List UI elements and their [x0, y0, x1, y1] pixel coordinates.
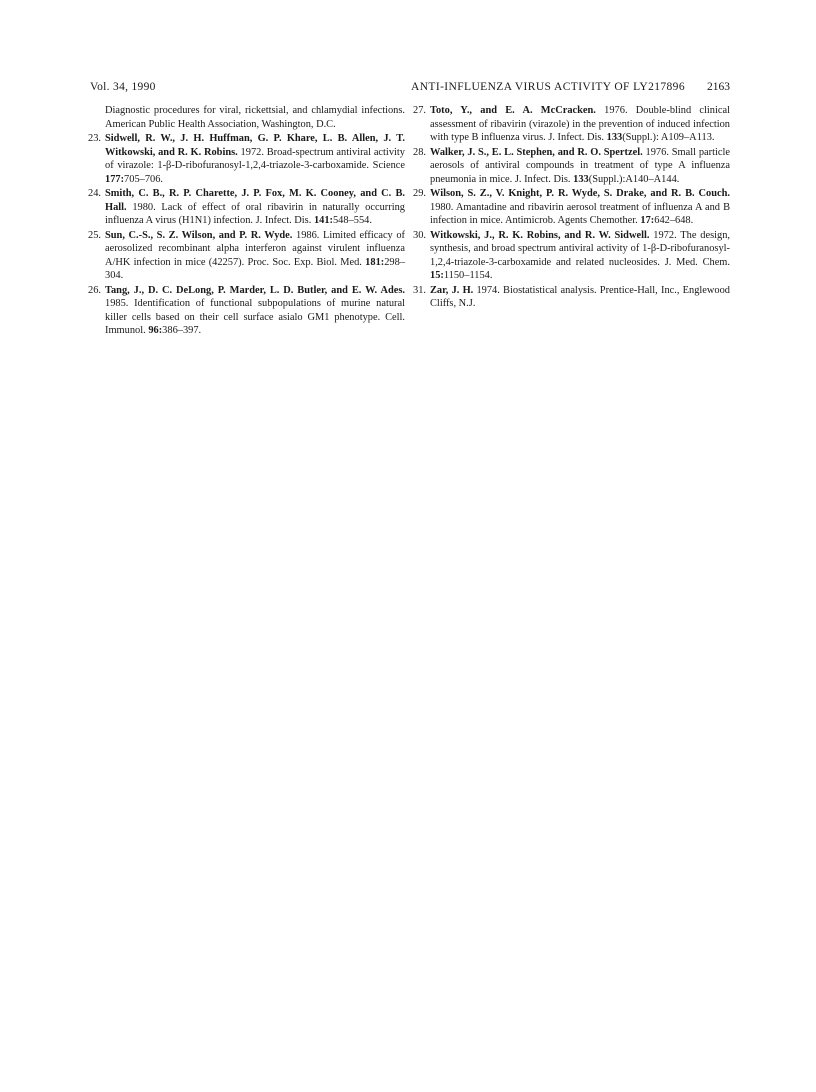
reference-item [415, 187, 730, 228]
reference-authors: Sun, C.-S., S. Z. Wilson, and P. R. Wyde. [105, 229, 293, 241]
reference-authors: Witkowski, J., R. K. Robins, and R. W. Sidwell. [430, 229, 650, 241]
left-column [90, 104, 405, 339]
reference-pages: 548–554. [332, 215, 372, 226]
reference-authors: Smith, C. B., R. P. Charette, J. P. Fox, M. K. Cooney, and C. B. Hall. [105, 188, 405, 213]
reference-volume: 96: [148, 325, 163, 336]
reference-number: 23. [88, 133, 101, 144]
reference-text: 1974. Biostatistical analysis. Prentice-Hall, Inc., Englewood Cliffs, N.J. [430, 284, 730, 309]
reference-number: 31. [413, 284, 426, 296]
reference-item [90, 132, 405, 186]
reference-item [90, 284, 405, 338]
reference-authors: Tang, J., D. C. DeLong, P. Marder, L. D. Butler, and E. W. Ades. [105, 284, 405, 296]
reference-authors: Walker, J. S., E. L. Stephen, and R. O. Spertzel. [430, 146, 643, 158]
reference-authors: Zar, J. H. [430, 284, 474, 296]
reference-volume: 141: [313, 215, 333, 226]
reference-authors: Toto, Y., and E. A. McCracken. [430, 105, 596, 116]
reference-item [415, 229, 730, 283]
reference-pages: (Suppl.):A140–A144. [588, 173, 680, 185]
reference-pages: 642–648. [654, 215, 694, 226]
reference-volume: 177: [105, 173, 125, 185]
reference-list-left [90, 132, 405, 338]
reference-text: 1972. The design, synthesis, and broad spectrum antiviral activity of 1-β-D-ribofuranosyl-1,2,4-triazole-3-carboxamide and related nucleosides. J. Med. Chem. [430, 229, 730, 268]
reference-volume: 181: [365, 256, 385, 268]
reference-number: 29. [413, 188, 426, 199]
reference-volume: 133 [606, 132, 623, 143]
reference-authors: Wilson, S. Z., V. Knight, P. R. Wyde, S. Drake, and R. B. Couch. [430, 188, 730, 199]
reference-item [90, 187, 405, 228]
reference-text: 1985. Identification of functional subpopulations of murine natural killer cells based on their cell surface asialo GM1 phenotype. Cell. Immunol. [105, 298, 405, 336]
reference-pages: 386–397. [162, 325, 202, 336]
reference-authors: Sidwell, R. W., J. H. Huffman, G. P. Khare, L. B. Allen, J. T. Witkowski, and R. K. Robins. [105, 133, 405, 158]
reference-pages: 1150–1154. [443, 270, 493, 281]
reference-pages: 705–706. [124, 173, 164, 185]
reference-item [415, 284, 730, 311]
reference-volume: 133 [573, 173, 589, 185]
reference-number: 28. [413, 146, 426, 158]
article-running-title: ANTI-INFLUENZA VIRUS ACTIVITY OF LY217896 [411, 81, 685, 93]
reference-text: 1976. Double-blind clinical assessment of ribavirin (virazole) in the prevention of induced infection with type B influenza virus. J. Infect. Dis. [430, 105, 730, 143]
reference-number: 25. [88, 229, 101, 241]
reference-text: 1980. Lack of effect of oral ribavirin in naturally occurring influenza A virus (H1N1) infection. J. Infect. Dis. [105, 201, 405, 226]
journal-volume: Vol. 34, 1990 [90, 81, 156, 93]
reference-number: 27. [413, 105, 426, 116]
running-head [90, 80, 730, 94]
right-column [415, 104, 730, 312]
reference-text: 1976. Small particle aerosols of antiviral compounds in treatment of type A influenza pneumonia in mice. J. Infect. Dis. [430, 146, 730, 185]
reference-text: 1980. Amantadine and ribavirin aerosol treatment of influenza A and B infection in mice. Antimicrob. Agents Chemother. [430, 201, 730, 226]
reference-text: 1972. Broad-spectrum antiviral activity of virazole: 1-β-D-ribofuranosyl-1,2,4-triazole-3-carboxamide. Science [105, 146, 405, 171]
reference-list-right [415, 104, 730, 311]
reference-number: 30. [413, 229, 426, 241]
reference-item [90, 229, 405, 283]
reference-volume: 17: [640, 215, 655, 226]
reference-pages: 298–304. [105, 256, 405, 281]
reference-text: 1986. Limited efficacy of aerosolized recombinant alpha interferon against virulent influenza A/HK infection in mice (42257). Proc. Soc. Exp. Biol. Med. [105, 229, 405, 268]
reference-item [415, 146, 730, 187]
reference-continuation: Diagnostic procedures for viral, rickettsial, and chlamydial infections. American Public Health Association, Washington, D.C. [105, 105, 405, 130]
reference-item [415, 104, 730, 145]
reference-number: 26. [88, 284, 101, 296]
reference-number: 24. [88, 188, 101, 199]
page-number: 2163 [707, 81, 730, 93]
reference-pages: (Suppl.): A109–A113. [622, 132, 715, 143]
reference-volume: 15: [430, 270, 444, 281]
